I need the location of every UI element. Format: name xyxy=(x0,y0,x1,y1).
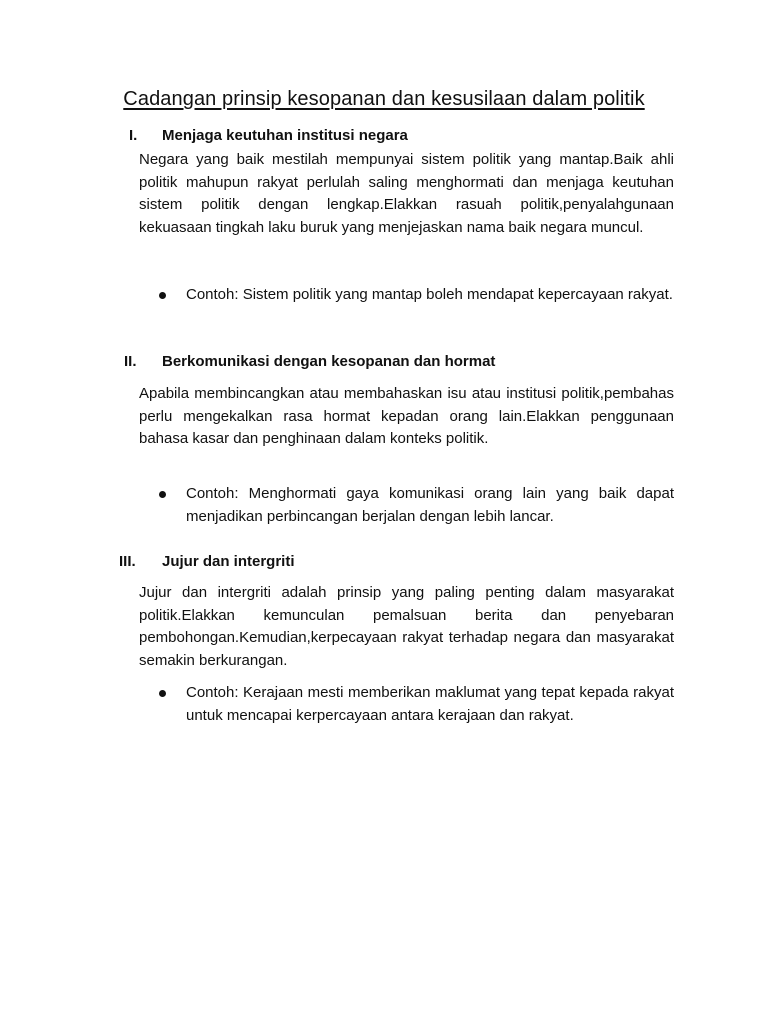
section-1-heading: Menjaga keutuhan institusi negara xyxy=(162,127,408,144)
section-2-paragraph: Apabila membincangkan atau membahaskan isu atau institusi politik,pembahas perlu mengekalkan rasa hormat kepadan orang lain.Elakkan penggunaan bahasa kasar dan penghinaan dalam konteks politik. xyxy=(139,385,674,448)
section-3-numeral: III. xyxy=(119,553,136,570)
section-2-heading: Berkomunikasi dengan kesopanan dan hormat xyxy=(162,353,496,370)
section-1-bullet-text: Contoh: Sistem politik yang mantap boleh mendapat kepercayaan rakyat. xyxy=(186,286,673,303)
section-3-heading: Jujur dan intergriti xyxy=(162,553,295,570)
section-1-paragraph: Negara yang baik mestilah mempunyai sistem politik yang mantap.Baik ahli politik mahupun rakyat perlulah saling menghormati dan menjaga keutuhan sistem politik dengan lengkap.Elakkan rasuah politik,penyalahgunaan kekuasaan tingkah laku buruk yang menjejaskan nama baik negara muncul. xyxy=(139,151,674,236)
section-3-bullet-text: Contoh: Kerajaan mesti memberikan maklumat yang tepat kepada rakyat untuk mencapai kerpercayaan antara kerajaan dan rakyat. xyxy=(186,684,674,724)
section-2-numeral: II. xyxy=(124,353,137,370)
section-3-paragraph: Jujur dan intergriti adalah prinsip yang paling penting dalam masyarakat politik.Elakkan kemunculan pemalsuan berita dan penyebaran pembohongan.Kemudian,kerpecayaan rakyat terhadap negara dan masyarakat semakin berkurangan. xyxy=(139,584,674,669)
section-2-bullet-text: Contoh: Menghormati gaya komunikasi orang lain yang baik dapat menjadikan perbincangan berjalan dengan lebih lancar. xyxy=(186,485,674,525)
bullet-icon xyxy=(159,292,166,299)
section-1-numeral: I. xyxy=(129,127,138,144)
bullet-icon xyxy=(159,491,166,498)
document-title: Cadangan prinsip kesopanan dan kesusilaan dalam politik xyxy=(123,88,645,110)
bullet-icon xyxy=(159,690,166,697)
